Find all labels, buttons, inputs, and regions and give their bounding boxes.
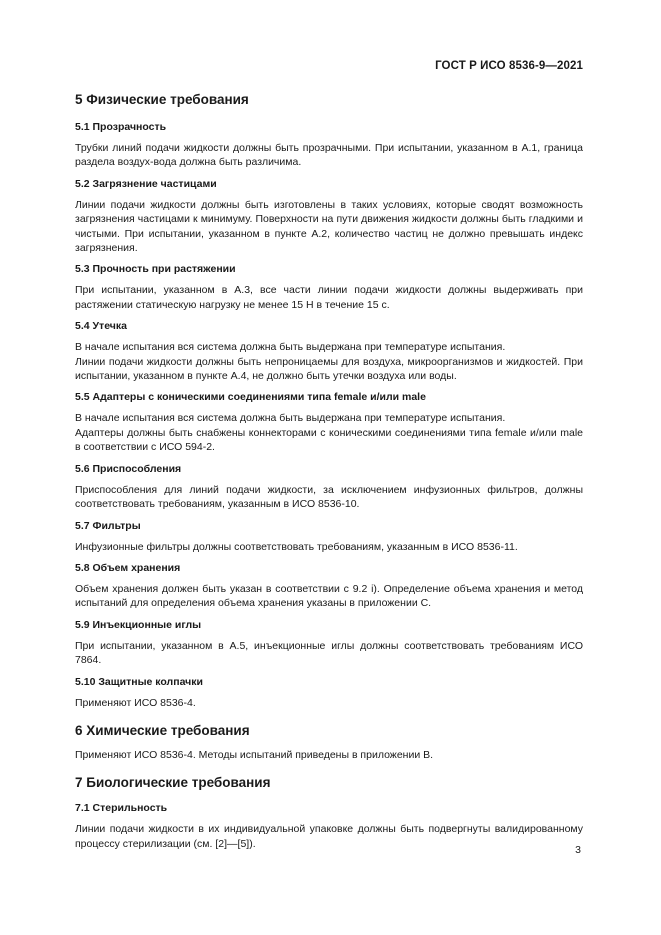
section-5-10-text: Применяют ИСО 8536-4.	[75, 696, 196, 709]
section-5-9-heading: 5.9 Инъекционные иглы	[75, 618, 202, 631]
section-5-5-heading: 5.5 Адаптеры с коническими соединениями типа female и/или male	[75, 391, 426, 404]
section-5-7-heading: 5.7 Фильтры	[75, 519, 141, 532]
section-5-3-text: При испытании, указанном в А.3, все части линии подачи жидкости должны выдерживать при растяжении статическую нагрузку не менее 15 Н в течение 15 с.	[75, 284, 583, 311]
section-5-1-heading: 5.1 Прозрачность	[75, 121, 167, 133]
section-5-6-text: Приспособления для линий подачи жидкости, за исключением инфузионных фильтров, должны соответствовать требованиям, указанным в ИСО 8536-10.	[75, 483, 583, 511]
document-header: ГОСТ Р ИСО 8536-9—2021	[435, 60, 583, 72]
page-number: 3	[575, 844, 581, 856]
section-5-heading: 5 Физические требования	[75, 92, 249, 107]
section-5-4-heading: 5.4 Утечка	[75, 320, 127, 333]
section-5-10-heading: 5.10 Защитные колпачки	[75, 675, 203, 688]
section-5-7-text: Инфузионные фильтры должны соответствовать требованиям, указанным в ИСО 8536-11.	[75, 540, 518, 553]
section-5-5-paragraph-2: Адаптеры должны быть снабжены коннекторами с коническими соединениями типа female и/или male в соответствии с ИСО 594-2.	[75, 426, 583, 454]
section-5-2-text: Линии подачи жидкости должны быть изготовлены в таких условиях, которые сводят возможность загрязнения частицами к минимуму. Поверхности на пути движения жидкости должны быть гладкими и чистыми. При испытании, указанном в пункте А.2, количество частиц не должно превышать индекс загрязнения.	[75, 198, 583, 255]
section-5-6-heading: 5.6 Приспособления	[75, 462, 182, 475]
section-5-8-text: Объем хранения должен быть указан в соответствии с 9.2 i). Определение объема хранения и метод испытаний для определения объема хранения указаны в приложении С.	[75, 582, 583, 610]
section-5-2-heading: 5.2 Загрязнение частицами	[75, 177, 217, 190]
section-7-1-text: Линии подачи жидкости в их индивидуальной упаковке должны быть подвергнуты валидированному процессу стерилизации (см. [2]—[5]).	[75, 823, 583, 850]
section-5-3-heading: 5.3 Прочность при растяжении	[75, 263, 236, 276]
section-6-text: Применяют ИСО 8536-4. Методы испытаний приведены в приложении В.	[75, 748, 434, 761]
section-5-8-heading: 5.8 Объем хранения	[75, 561, 181, 574]
section-5-4-paragraph-1: В начале испытания вся система должна быть выдержана при температуре испытания.	[75, 341, 506, 354]
section-5-1-text: Трубки линий подачи жидкости должны быть прозрачными. При испытании, указанном в А.1, граница раздела воздух-вода должна быть различима.	[75, 142, 583, 169]
document-body	[75, 92, 583, 851]
section-5-5-paragraph-1: В начале испытания вся система должна быть выдержана при температуре испытания.	[75, 412, 506, 425]
section-7-heading: 7 Биологические требования	[75, 775, 271, 791]
section-5-4-paragraph-2: Линии подачи жидкости должны быть непроницаемы для воздуха, микроорганизмов и жидкостей. При испытании, указанном в пункте А.4, не должно быть утечки воздуха или воды.	[75, 355, 583, 383]
section-5-9-text: При испытании, указанном в А.5, инъекционные иглы должны соответствовать требованиям ИСО 7864.	[75, 639, 583, 667]
section-7-1-heading: 7.1 Стерильность	[75, 802, 168, 815]
section-6-heading: 6 Химические требования	[75, 722, 250, 738]
